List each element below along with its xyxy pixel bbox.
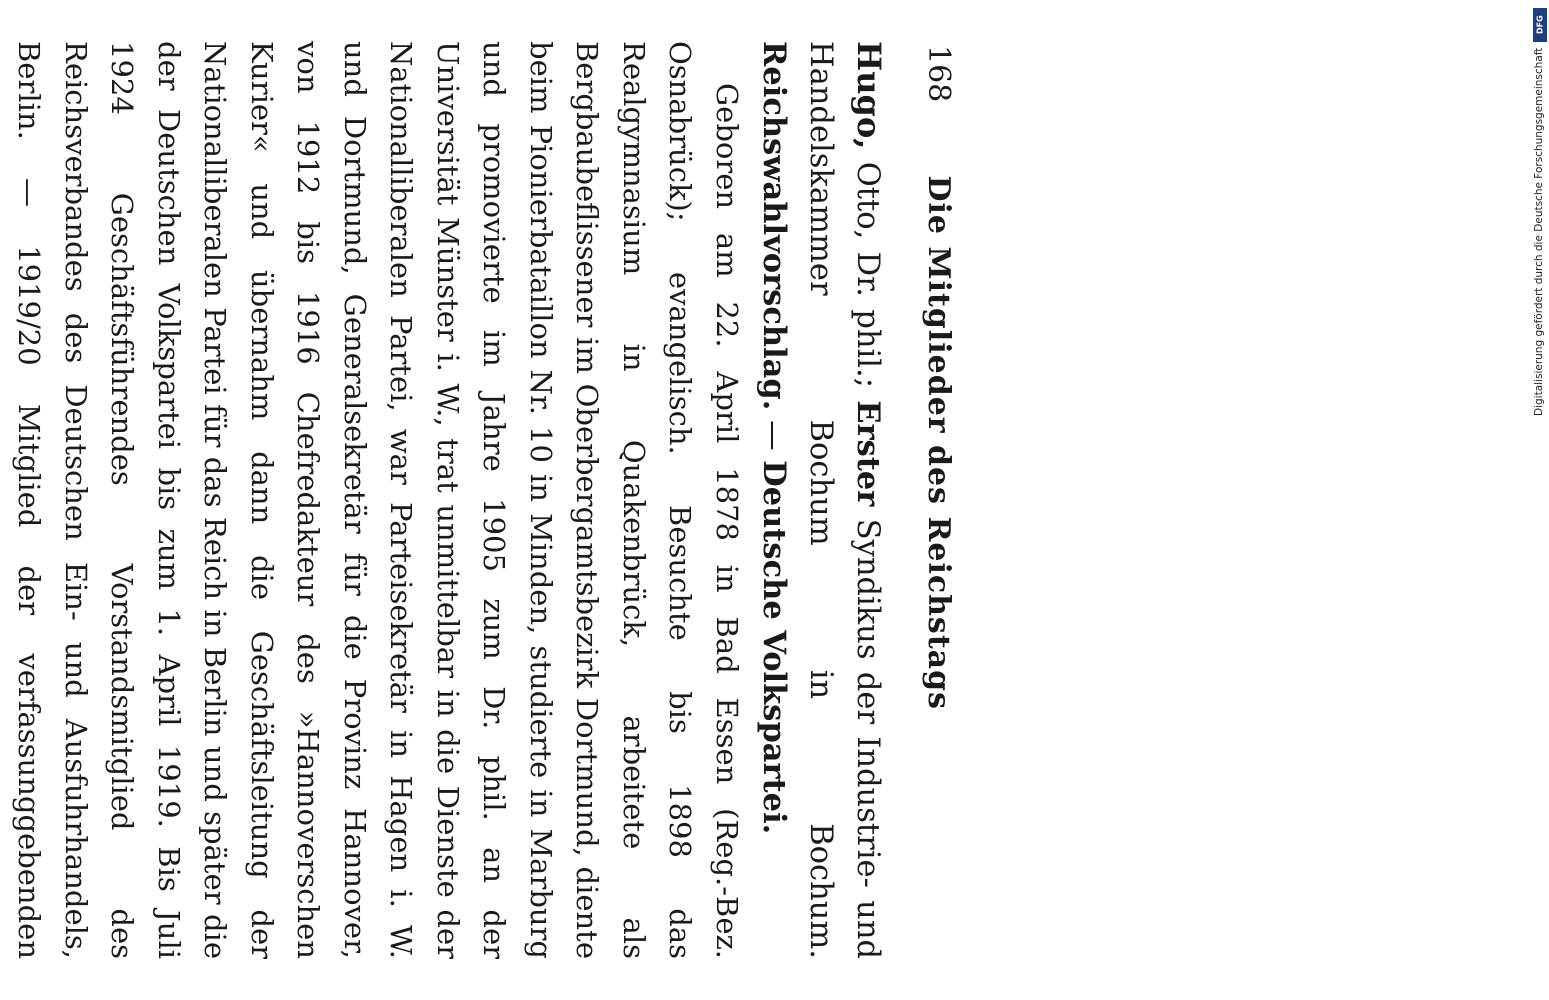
digitization-note: Digitalisierung gefördert durch die Deutsche Forschungsgemeinschaft [1533, 48, 1545, 417]
heading-part: Syndikus der Industrie- und Handelskammer Bochum in Bochum. [803, 41, 885, 959]
heading-part: — [756, 410, 791, 461]
running-head: Die Mitglieder des Reichstags [921, 175, 956, 710]
dfg-logo: DFG [1533, 8, 1547, 42]
entry-heading [750, 41, 892, 959]
heading-part: Erster [850, 400, 886, 507]
page-header [894, 41, 956, 959]
member-name: Hugo, [850, 41, 888, 150]
biography-entry [0, 41, 892, 959]
heading-part: Deutsche Volkspartei. [756, 460, 792, 835]
page-number: 168 [921, 45, 956, 103]
heading-part: Reichswahlvorschlag. [756, 41, 792, 411]
book-page [0, 35, 960, 965]
entry-biography-text: Geboren am 22. April 1878 in Bad Essen (Reg.-Bez. Osnabrück); evangelisch. Besuchte bis 1898 das Realgymnasium in Quakenbrück, arbeitete als Bergbaubeflissener im Oberbergamtsbezirk Dortmund, diente beim Pionierbataillon Nr. 10 in Minden, studierte in Marburg und promovierte im Jahre 1905 zum Dr. phil. an der Universität Münster i. W., trat unmittelbar in die Dienste der Nationalliberalen Partei, war Parteisekretär in Hagen i. W. und Dortmund, Generalsekretär für die Provinz Hannover, von 1912 bis 1916 Chefredakteur des »Hannoverschen Kurier« und übernahm dann die Geschäftsleitung der Nationalliberalen Partei für das Reich in Berlin und später die der Deutschen Volkspartei bis zum 1. April 1919. Bis Juli 1924 Geschäftsführendes Vorstandsmitglied des Reichsverbandes des Deutschen Ein- und Ausfuhrhandels, Berlin. — 1919/20 Mitglied der verfassunggebenden [12, 41, 744, 959]
heading-part: Otto, Dr. phil.; [850, 149, 885, 401]
